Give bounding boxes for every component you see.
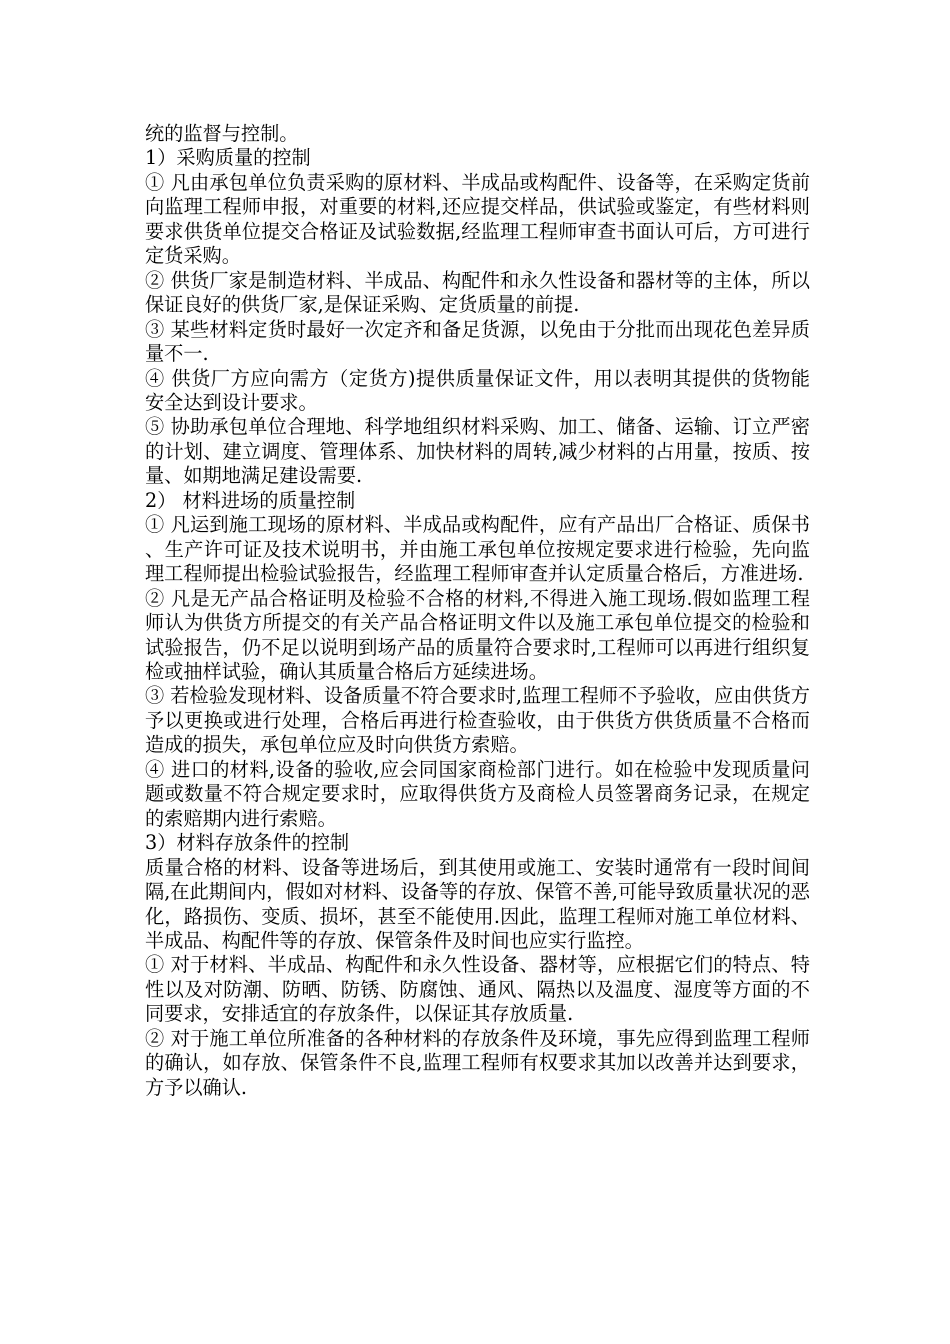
list-item: ④ 供货厂方应向需方（定货方)提供质量保证文件，用以表明其提供的货物能安全达到设计要求。 bbox=[145, 366, 810, 414]
list-item: ② 供货厂家是制造材料、半成品、构配件和永久性设备和器材等的主体，所以保证良好的供货厂家,是保证采购、定货质量的前提. bbox=[145, 268, 810, 317]
list-item: ① 对于材料、半成品、构配件和永久性设备、器材等，应根据它们的特点、特性以及对防潮、防晒、防锈、防腐蚀、通风、隔热以及温度、湿度等方面的不同要求，安排适宜的存放条件，以保证其存放质量. bbox=[145, 953, 810, 1026]
section-heading-purchase: 1）采购质量的控制 bbox=[145, 146, 311, 170]
list-item: ③ 某些材料定货时最好一次定齐和备足货源，以免由于分批而出现花色差异质量不一. bbox=[145, 317, 810, 366]
paragraph-continuation: 统的监督与控制。 bbox=[145, 122, 299, 145]
document-body bbox=[145, 122, 810, 1100]
section-heading-storage: 3）材料存放条件的控制 bbox=[145, 831, 350, 855]
list-item: ⑤ 协助承包单位合理地、科学地组织材料采购、加工、储备、运输、订立严密的计划、建立调度、管理体系、加快材料的周转,减少材料的占用量，按质、按量、如期地满足建设需要. bbox=[145, 415, 810, 488]
section-heading-entry: 2） 材料进场的质量控制 bbox=[145, 488, 356, 512]
list-item: ② 凡是无产品合格证明及检验不合格的材料,不得进入施工现场.假如监理工程师认为供货方所提交的有关产品合格证明文件以及施工承包单位提交的检验和试验报告，仍不足以说明到场产品的质量符合要求时,工程师可以再进行组织复检或抽样试验，确认其质量合格后方延续进场。 bbox=[145, 586, 810, 683]
list-item: ④ 进口的材料,设备的验收,应会同国家商检部门进行。如在检验中发现质量问题或数量不符合规定要求时，应取得供货方及商检人员签署商务记录，在规定的索赔期内进行索赔。 bbox=[145, 757, 810, 830]
list-item: ② 对于施工单位所准备的各种材料的存放条件及环境，事先应得到监理工程师的确认，如存放、保管条件不良,监理工程师有权要求其加以改善并达到要求，方予以确认. bbox=[145, 1026, 810, 1099]
list-item: ③ 若检验发现材料、设备质量不符合要求时,监理工程师不予验收，应由供货方予以更换或进行处理，合格后再进行检查验收，由于供货方供货质量不合格而造成的损失，承包单位应及时向供货方索赔。 bbox=[145, 684, 810, 757]
list-item: ① 凡运到施工现场的原材料、半成品或构配件，应有产品出厂合格证、质保书、生产许可证及技术说明书，并由施工承包单位按规定要求进行检验，先向监理工程师提出检验试验报告，经监理工程师审查并认定质量合格后，方准进场. bbox=[145, 513, 810, 586]
body-paragraph: 质量合格的材料、设备等进场后，到其使用或施工、安装时通常有一段时间间隔,在此期间内，假如对材料、设备等的存放、保管不善,可能导致质量状况的恶化，路损伤、变质、损坏，甚至不能使用.因此，监理工程师对施工单位材料、半成品、构配件等的存放、保管条件及时间也应实行监控。 bbox=[145, 855, 810, 952]
list-item: ① 凡由承包单位负责采购的原材料、半成品或构配件、设备等，在采购定货前向监理工程师申报，对重要的材料,还应提交样品，供试验或鉴定，有些材料则要求供货单位提交合格证及试验数据,经监理工程师审查书面认可后，方可进行定货采购。 bbox=[145, 170, 810, 268]
